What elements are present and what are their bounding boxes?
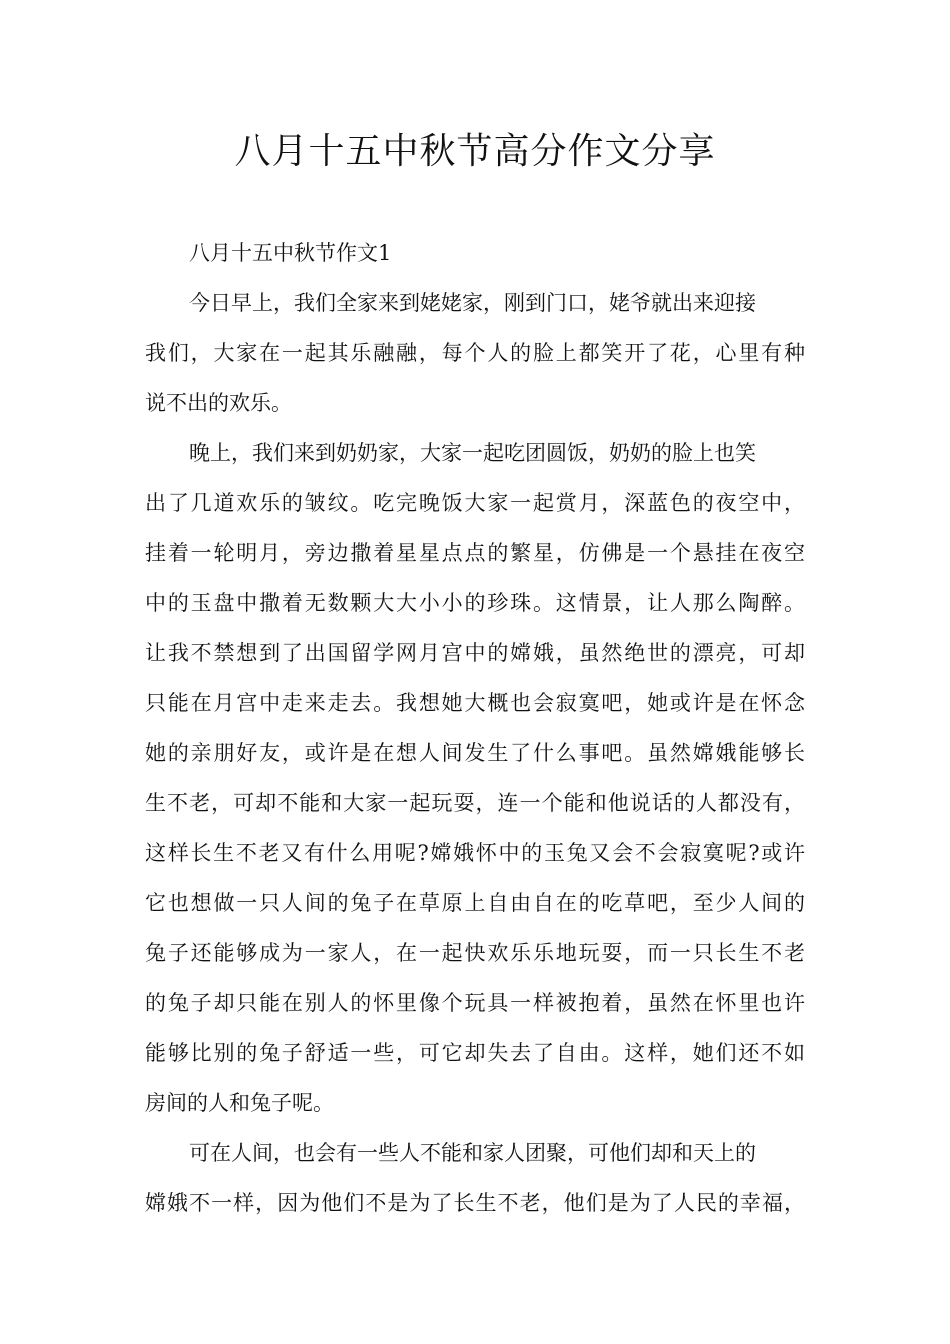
paragraph-line: 可在人间，也会有一些人不能和家人团聚，可他们却和天上的 [189,1141,756,1165]
paragraph-line: 让我不禁想到了出国留学网月宫中的嫦娥，虽然绝世的漂亮，可却 [145,641,805,665]
paragraph-line: 它也想做一只人间的兔子在草原上自由自在的吃草吧，至少人间的 [145,891,805,915]
paragraph-line: 晚上，我们来到奶奶家，大家一起吃团圆饭，奶奶的脸上也笑 [189,441,756,465]
paragraph-line: 生不老，可却不能和大家一起玩耍，连一个能和他说话的人都没有， [145,791,805,815]
document-title: 八月十五中秋节高分作文分享 [234,131,716,172]
paragraph-line: 中的玉盘中撒着无数颗大大小小的珍珠。这情景，让人那么陶醉。 [145,591,805,615]
paragraph-line: 说不出的欢乐。 [145,391,292,415]
paragraph-line: 这样长生不老又有什么用呢?嫦娥怀中的玉兔又会不会寂寞呢?或许 [145,841,805,865]
paragraph-line: 我们，大家在一起其乐融融，每个人的脸上都笑开了花，心里有种 [145,341,805,365]
paragraph-line: 她的亲朋好友，或许是在想人间发生了什么事吧。虽然嫦娥能够长 [145,741,805,765]
essay-subtitle: 八月十五中秋节作文1 [189,241,392,265]
paragraph-line: 挂着一轮明月，旁边撒着星星点点的繁星，仿佛是一个悬挂在夜空 [145,541,805,565]
paragraph-line: 的兔子却只能在别人的怀里像个玩具一样被抱着，虽然在怀里也许 [145,991,805,1015]
paragraph-line: 出了几道欢乐的皱纹。吃完晚饭大家一起赏月，深蓝色的夜空中， [145,491,805,515]
paragraph-line: 兔子还能够成为一家人，在一起快欢乐乐地玩耍，而一只长生不老 [145,941,805,965]
paragraph-line: 房间的人和兔子呢。 [145,1091,334,1115]
paragraph-line: 今日早上，我们全家来到姥姥家，刚到门口，姥爷就出来迎接 [189,291,756,315]
paragraph-line: 能够比别的兔子舒适一些，可它却失去了自由。这样，她们还不如 [145,1041,805,1065]
paragraph-line: 只能在月宫中走来走去。我想她大概也会寂寞吧，她或许是在怀念 [145,691,805,715]
document-body [145,228,805,1228]
paragraph-line: 嫦娥不一样，因为他们不是为了长生不老，他们是为了人民的幸福， [145,1191,805,1215]
